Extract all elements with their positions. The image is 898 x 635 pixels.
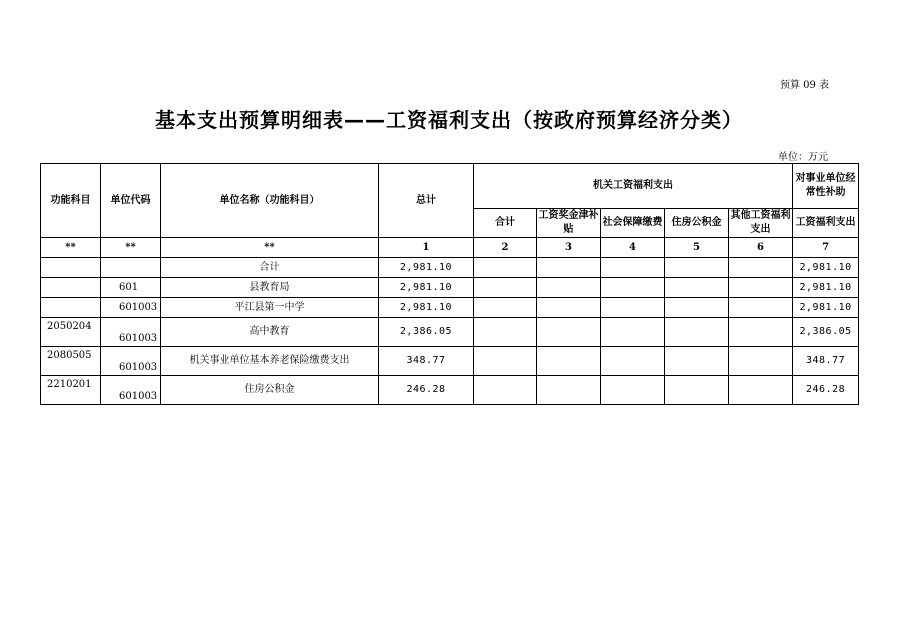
table-row bbox=[41, 298, 859, 318]
unit-code-cell: 601003 bbox=[101, 318, 161, 347]
header-other-salary: 其他工资福利支出 bbox=[729, 209, 793, 238]
total-cell: 2,981.10 bbox=[379, 298, 474, 318]
table-row bbox=[41, 318, 859, 347]
wages-cell bbox=[537, 278, 601, 298]
unit-name-cell: 高中教育 bbox=[161, 318, 379, 347]
total-cell: 246.28 bbox=[379, 376, 474, 405]
subtotal-cell bbox=[474, 298, 537, 318]
wages-cell bbox=[537, 258, 601, 278]
table-row bbox=[41, 376, 859, 405]
wages-cell bbox=[537, 298, 601, 318]
unit-code-cell: 601003 bbox=[101, 376, 161, 405]
index-cell: 7 bbox=[793, 238, 859, 258]
housing-fund-cell bbox=[665, 278, 729, 298]
index-cell: 4 bbox=[601, 238, 665, 258]
unit-code-cell bbox=[101, 258, 161, 278]
header-wages-allowances: 工资奖金津补贴 bbox=[537, 209, 601, 238]
unit-code-cell: 601003 bbox=[101, 347, 161, 376]
wages-cell bbox=[537, 376, 601, 405]
index-cell: 3 bbox=[537, 238, 601, 258]
index-cell: ** bbox=[101, 238, 161, 258]
unit-label: 单位：万元 bbox=[778, 152, 828, 163]
unit-code-cell: 601 bbox=[101, 278, 161, 298]
social-security-cell bbox=[601, 347, 665, 376]
social-security-cell bbox=[601, 376, 665, 405]
form-number: 预算 09 表 bbox=[780, 80, 830, 91]
total-cell: 2,386.05 bbox=[379, 318, 474, 347]
func-subject-cell: 2080505 bbox=[41, 347, 101, 376]
index-cell: 1 bbox=[379, 238, 474, 258]
housing-fund-cell bbox=[665, 376, 729, 405]
housing-fund-cell bbox=[665, 298, 729, 318]
index-row bbox=[41, 238, 859, 258]
header-salary-expenditure: 工资福利支出 bbox=[793, 209, 859, 238]
subsidy-cell: 2,981.10 bbox=[793, 278, 859, 298]
housing-fund-cell bbox=[665, 318, 729, 347]
social-security-cell bbox=[601, 258, 665, 278]
table-row bbox=[41, 258, 859, 278]
subtotal-cell bbox=[474, 278, 537, 298]
unit-code-cell: 601003 bbox=[101, 298, 161, 318]
total-cell: 348.77 bbox=[379, 347, 474, 376]
subsidy-cell: 2,981.10 bbox=[793, 298, 859, 318]
table-row bbox=[41, 347, 859, 376]
unit-name-cell: 住房公积金 bbox=[161, 376, 379, 405]
header-social-security: 社会保障缴费 bbox=[601, 209, 665, 238]
other-salary-cell bbox=[729, 298, 793, 318]
func-subject-cell: 2210201 bbox=[41, 376, 101, 405]
func-subject-cell bbox=[41, 298, 101, 318]
index-cell: 5 bbox=[665, 238, 729, 258]
func-subject-cell: 2050204 bbox=[41, 318, 101, 347]
social-security-cell bbox=[601, 298, 665, 318]
header-housing-fund: 住房公积金 bbox=[665, 209, 729, 238]
unit-name-cell: 机关事业单位基本养老保险缴费支出 bbox=[161, 347, 379, 376]
subtotal-cell bbox=[474, 347, 537, 376]
header-total: 总计 bbox=[379, 164, 474, 238]
subsidy-cell: 348.77 bbox=[793, 347, 859, 376]
index-cell: ** bbox=[161, 238, 379, 258]
budget-table bbox=[40, 163, 859, 405]
social-security-cell bbox=[601, 318, 665, 347]
other-salary-cell bbox=[729, 347, 793, 376]
other-salary-cell bbox=[729, 278, 793, 298]
header-institution-subsidy: 对事业单位经常性补助 bbox=[793, 164, 859, 209]
subsidy-cell: 246.28 bbox=[793, 376, 859, 405]
unit-name-cell: 县教育局 bbox=[161, 278, 379, 298]
subtotal-cell bbox=[474, 258, 537, 278]
unit-name-cell: 平江县第一中学 bbox=[161, 298, 379, 318]
func-subject-cell bbox=[41, 258, 101, 278]
subtotal-cell bbox=[474, 318, 537, 347]
header-func-subject: 功能科目 bbox=[41, 164, 101, 238]
wages-cell bbox=[537, 318, 601, 347]
header-unit-name: 单位名称（功能科目） bbox=[161, 164, 379, 238]
unit-name-cell: 合计 bbox=[161, 258, 379, 278]
subtotal-cell bbox=[474, 376, 537, 405]
page-title: 基本支出预算明细表——工资福利支出（按政府预算经济分类） bbox=[155, 108, 743, 132]
other-salary-cell bbox=[729, 258, 793, 278]
index-cell: ** bbox=[41, 238, 101, 258]
index-cell: 6 bbox=[729, 238, 793, 258]
index-cell: 2 bbox=[474, 238, 537, 258]
subsidy-cell: 2,981.10 bbox=[793, 258, 859, 278]
housing-fund-cell bbox=[665, 258, 729, 278]
housing-fund-cell bbox=[665, 347, 729, 376]
other-salary-cell bbox=[729, 318, 793, 347]
header-org-salary-group: 机关工资福利支出 bbox=[474, 164, 793, 209]
subsidy-cell: 2,386.05 bbox=[793, 318, 859, 347]
wages-cell bbox=[537, 347, 601, 376]
total-cell: 2,981.10 bbox=[379, 258, 474, 278]
total-cell: 2,981.10 bbox=[379, 278, 474, 298]
header-subtotal: 合计 bbox=[474, 209, 537, 238]
header-unit-code: 单位代码 bbox=[101, 164, 161, 238]
table-row bbox=[41, 278, 859, 298]
social-security-cell bbox=[601, 278, 665, 298]
other-salary-cell bbox=[729, 376, 793, 405]
func-subject-cell bbox=[41, 278, 101, 298]
